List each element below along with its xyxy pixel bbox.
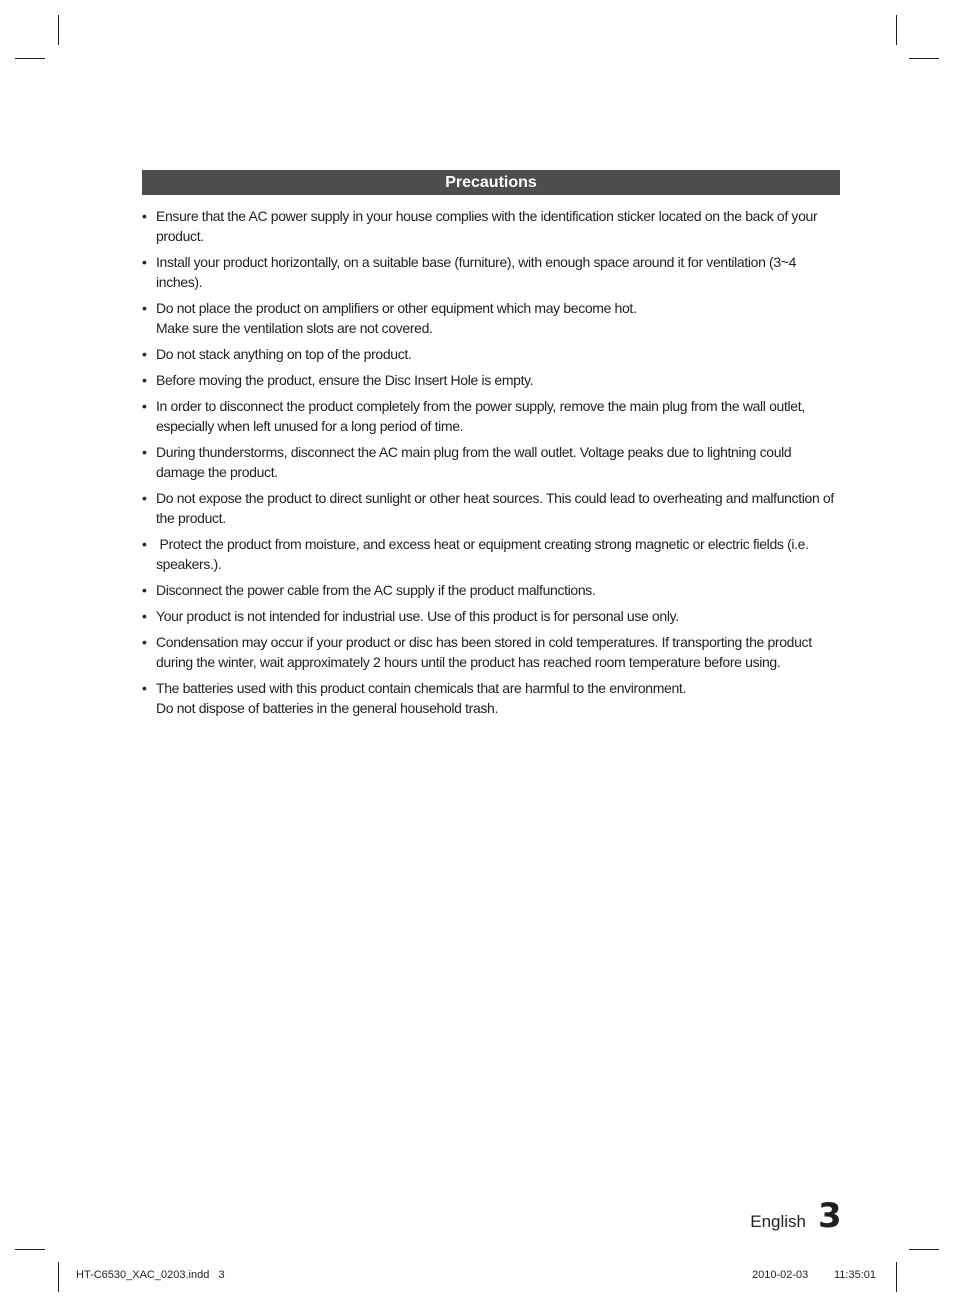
list-item	[142, 442, 842, 482]
bullet-icon: •	[142, 254, 147, 270]
bullet-text: Do not stack anything on top of the product.	[156, 346, 412, 362]
page-language-label: English	[750, 1212, 806, 1231]
bullet-text: Ensure that the AC power supply in your house complies with the identification sticker located on the back of your product.	[156, 208, 818, 244]
slug-date: 2010-02-03	[752, 1269, 809, 1281]
bullet-text: The batteries used with this product contain chemicals that are harmful to the environment.	[156, 680, 686, 696]
list-item	[142, 534, 842, 574]
list-item	[142, 632, 842, 672]
slug-time: 11:35:01	[834, 1269, 877, 1281]
list-item	[142, 344, 842, 364]
section-title: Precautions	[445, 174, 537, 191]
bullet-text-line2: Do not dispose of batteries in the general household trash.	[156, 700, 499, 716]
crop-mark-top-right-vertical	[896, 15, 897, 45]
bullet-text: In order to disconnect the product completely from the power supply, remove the main plug from the wall outlet, especially when left unused for a long period of time.	[156, 398, 805, 434]
bullet-icon: •	[142, 398, 147, 414]
bullet-text: Condensation may occur if your product or disc has been stored in cold temperatures. If transporting the product during the winter, wait approximately 2 hours until the product has reached room temperature before using.	[156, 634, 812, 670]
bullet-icon: •	[142, 372, 147, 388]
crop-mark-top-right-horizontal	[909, 58, 939, 59]
bullet-icon: •	[142, 490, 147, 506]
precautions-list	[142, 206, 842, 724]
list-item	[142, 678, 842, 718]
bullet-icon: •	[142, 680, 147, 696]
crop-mark-bottom-left-vertical	[58, 1262, 59, 1292]
bullet-icon: •	[142, 634, 147, 650]
list-item	[142, 580, 842, 600]
bullet-text: Disconnect the power cable from the AC supply if the product malfunctions.	[156, 582, 596, 598]
bullet-icon: •	[142, 208, 147, 224]
page-number: 3	[818, 1196, 842, 1236]
slug-file: HT-C6530_XAC_0203.indd 3	[76, 1269, 225, 1281]
crop-mark-top-left-horizontal	[15, 58, 45, 59]
list-item	[142, 206, 842, 246]
list-item	[142, 606, 842, 626]
crop-mark-top-left-vertical	[58, 15, 59, 45]
bullet-text: Do not expose the product to direct sunlight or other heat sources. This could lead to overheating and malfunction of the product.	[156, 490, 834, 526]
bullet-icon: •	[142, 300, 147, 316]
bullet-icon: •	[142, 536, 147, 552]
bullet-icon: •	[142, 608, 147, 624]
bullet-text: Protect the product from moisture, and excess heat or equipment creating strong magnetic or electric fields (i.e. speakers.).	[156, 536, 813, 572]
bullet-icon: •	[142, 346, 147, 362]
bullet-text: Your product is not intended for industrial use. Use of this product is for personal use only.	[156, 608, 679, 624]
crop-mark-bottom-left-horizontal	[15, 1249, 45, 1250]
bullet-text: During thunderstorms, disconnect the AC main plug from the wall outlet. Voltage peaks due to lightning could damage the product.	[156, 444, 792, 480]
bullet-text: Do not place the product on amplifiers or other equipment which may become hot.	[156, 300, 637, 316]
list-item	[142, 252, 842, 292]
bullet-text-line2: Make sure the ventilation slots are not covered.	[156, 320, 433, 336]
crop-mark-bottom-right-vertical	[896, 1262, 897, 1292]
crop-mark-bottom-right-horizontal	[909, 1249, 939, 1250]
bullet-icon: •	[142, 582, 147, 598]
bullet-icon: •	[142, 444, 147, 460]
section-header	[142, 170, 840, 195]
list-item	[142, 488, 842, 528]
list-item	[142, 298, 842, 338]
bullet-text: Install your product horizontally, on a suitable base (furniture), with enough space around it for ventilation (3~4 inches).	[156, 254, 797, 290]
list-item	[142, 370, 842, 390]
list-item	[142, 396, 842, 436]
bullet-text: Before moving the product, ensure the Disc Insert Hole is empty.	[156, 372, 534, 388]
